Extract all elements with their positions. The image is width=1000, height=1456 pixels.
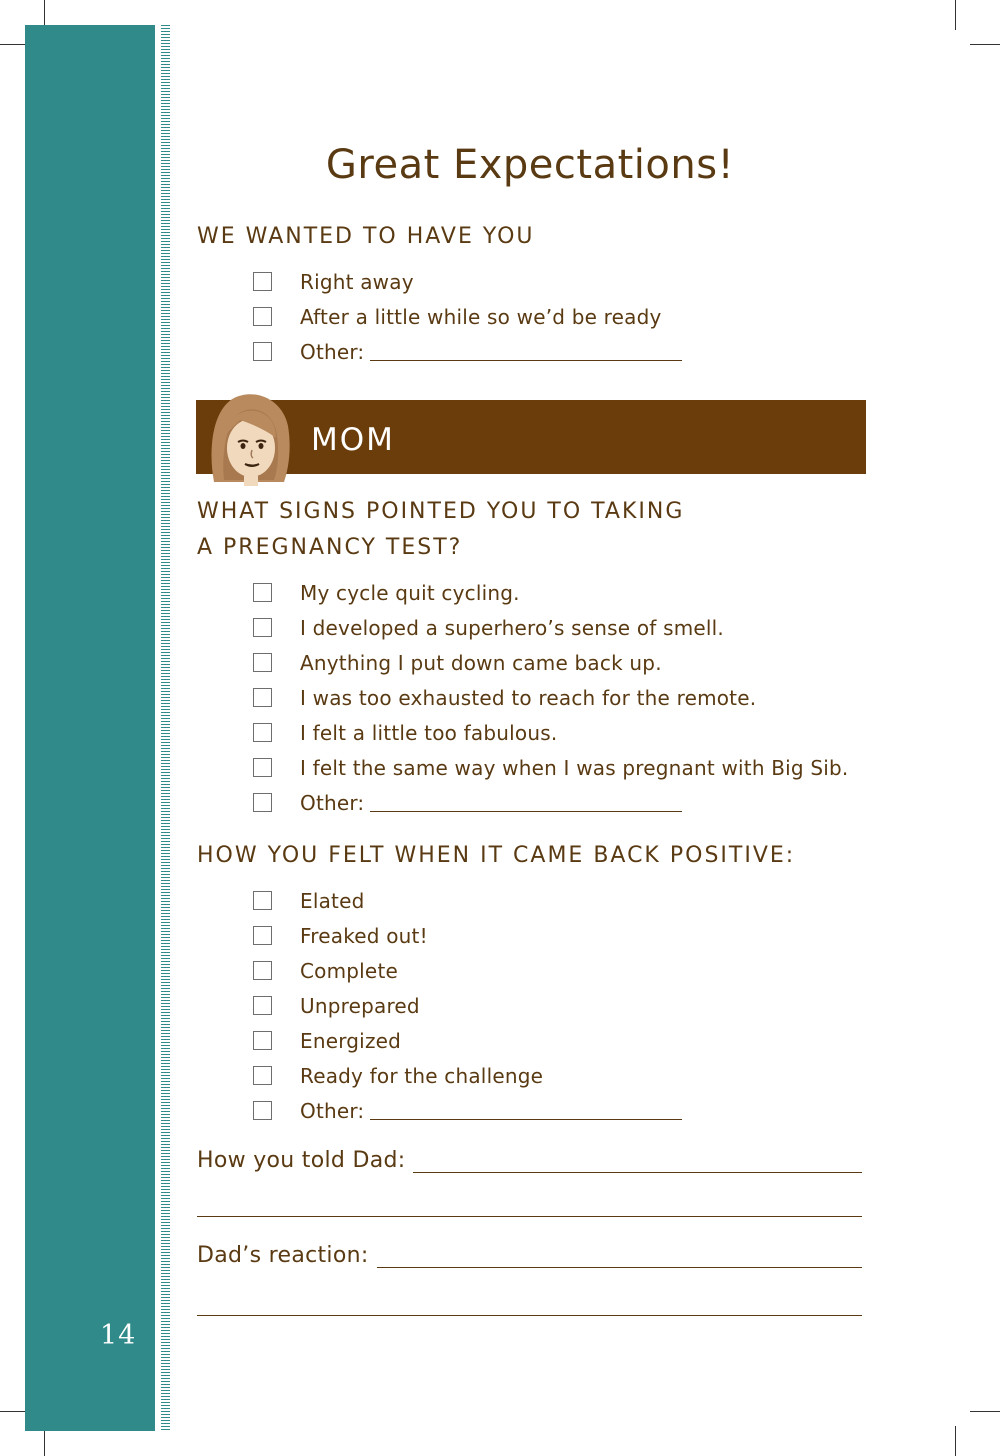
option-item (253, 750, 849, 785)
crop-mark (955, 0, 956, 30)
told-dad-write-line[interactable] (413, 1150, 862, 1173)
option-item (253, 645, 849, 680)
heading-wanted: WE WANTED TO HAVE YOU (197, 224, 535, 249)
option-label: After a little while so we’d be ready (300, 304, 662, 329)
option-item (253, 715, 849, 750)
checkbox[interactable] (253, 342, 272, 361)
other-write-in-line[interactable] (370, 793, 682, 812)
checkbox[interactable] (253, 272, 272, 291)
checkbox[interactable] (253, 996, 272, 1015)
dad-reaction-write-line[interactable] (377, 1245, 862, 1268)
mom-banner-label: MOM (311, 422, 395, 458)
dad-reaction-row (197, 1243, 862, 1268)
crop-mark (970, 1411, 1000, 1412)
option-label: Other: (300, 790, 365, 815)
option-item (253, 264, 682, 299)
option-label: Other: (300, 1098, 365, 1123)
option-item (253, 299, 682, 334)
option-label: Elated (300, 888, 365, 913)
heading-felt: HOW YOU FELT WHEN IT CAME BACK POSITIVE: (197, 843, 796, 868)
option-label: My cycle quit cycling. (300, 580, 520, 605)
other-write-in-line[interactable] (370, 342, 682, 361)
dad-reaction-label: Dad’s reaction: (197, 1243, 369, 1268)
option-label: Energized (300, 1028, 402, 1053)
option-item (253, 1058, 682, 1093)
option-label: Anything I put down came back up. (300, 650, 662, 675)
checkbox[interactable] (253, 723, 272, 742)
checkbox[interactable] (253, 618, 272, 637)
option-item (253, 610, 849, 645)
option-label: Other: (300, 339, 365, 364)
checkbox[interactable] (253, 1066, 272, 1085)
option-label: Freaked out! (300, 923, 428, 948)
checkbox[interactable] (253, 961, 272, 980)
heading-line: A PREGNANCY TEST? (197, 535, 463, 560)
striped-rule (161, 25, 170, 1431)
checkbox[interactable] (253, 793, 272, 812)
dad-reaction-write-line-2[interactable] (197, 1315, 862, 1316)
checkbox[interactable] (253, 583, 272, 602)
checkbox[interactable] (253, 758, 272, 777)
checkbox[interactable] (253, 1031, 272, 1050)
option-label: I was too exhausted to reach for the remote. (300, 685, 757, 710)
option-item (253, 334, 682, 369)
option-item (253, 918, 682, 953)
option-item (253, 785, 849, 820)
option-item (253, 1093, 682, 1128)
teal-side-band (25, 25, 155, 1431)
option-label: Unprepared (300, 993, 420, 1018)
option-item (253, 575, 849, 610)
option-label: I felt a little too fabulous. (300, 720, 558, 745)
checkbox[interactable] (253, 653, 272, 672)
option-label: I felt the same way when I was pregnant with Big Sib. (300, 755, 849, 780)
checkbox[interactable] (253, 1101, 272, 1120)
woman-face-icon (204, 390, 294, 486)
told-dad-label: How you told Dad: (197, 1148, 406, 1173)
page-title: Great Expectations! (325, 142, 735, 188)
option-item (253, 953, 682, 988)
crop-mark (955, 1426, 956, 1456)
felt-options-list (253, 883, 682, 1128)
crop-mark (970, 44, 1000, 45)
option-label: Ready for the challenge (300, 1063, 544, 1088)
checkbox[interactable] (253, 307, 272, 326)
option-item (253, 680, 849, 715)
heading-signs (197, 494, 857, 566)
wanted-options-list (253, 264, 682, 369)
option-label: I developed a superhero’s sense of smell. (300, 615, 724, 640)
page-number: 14 (100, 1320, 137, 1351)
checkbox[interactable] (253, 926, 272, 945)
option-item (253, 883, 682, 918)
mom-banner (196, 400, 866, 474)
other-write-in-line[interactable] (370, 1101, 682, 1120)
told-dad-write-line-2[interactable] (197, 1216, 862, 1217)
checkbox[interactable] (253, 891, 272, 910)
signs-options-list (253, 575, 849, 820)
option-label: Complete (300, 958, 398, 983)
checkbox[interactable] (253, 688, 272, 707)
heading-line: WHAT SIGNS POINTED YOU TO TAKING (197, 499, 685, 524)
option-item (253, 988, 682, 1023)
option-item (253, 1023, 682, 1058)
option-label: Right away (300, 269, 414, 294)
told-dad-row (197, 1148, 862, 1173)
